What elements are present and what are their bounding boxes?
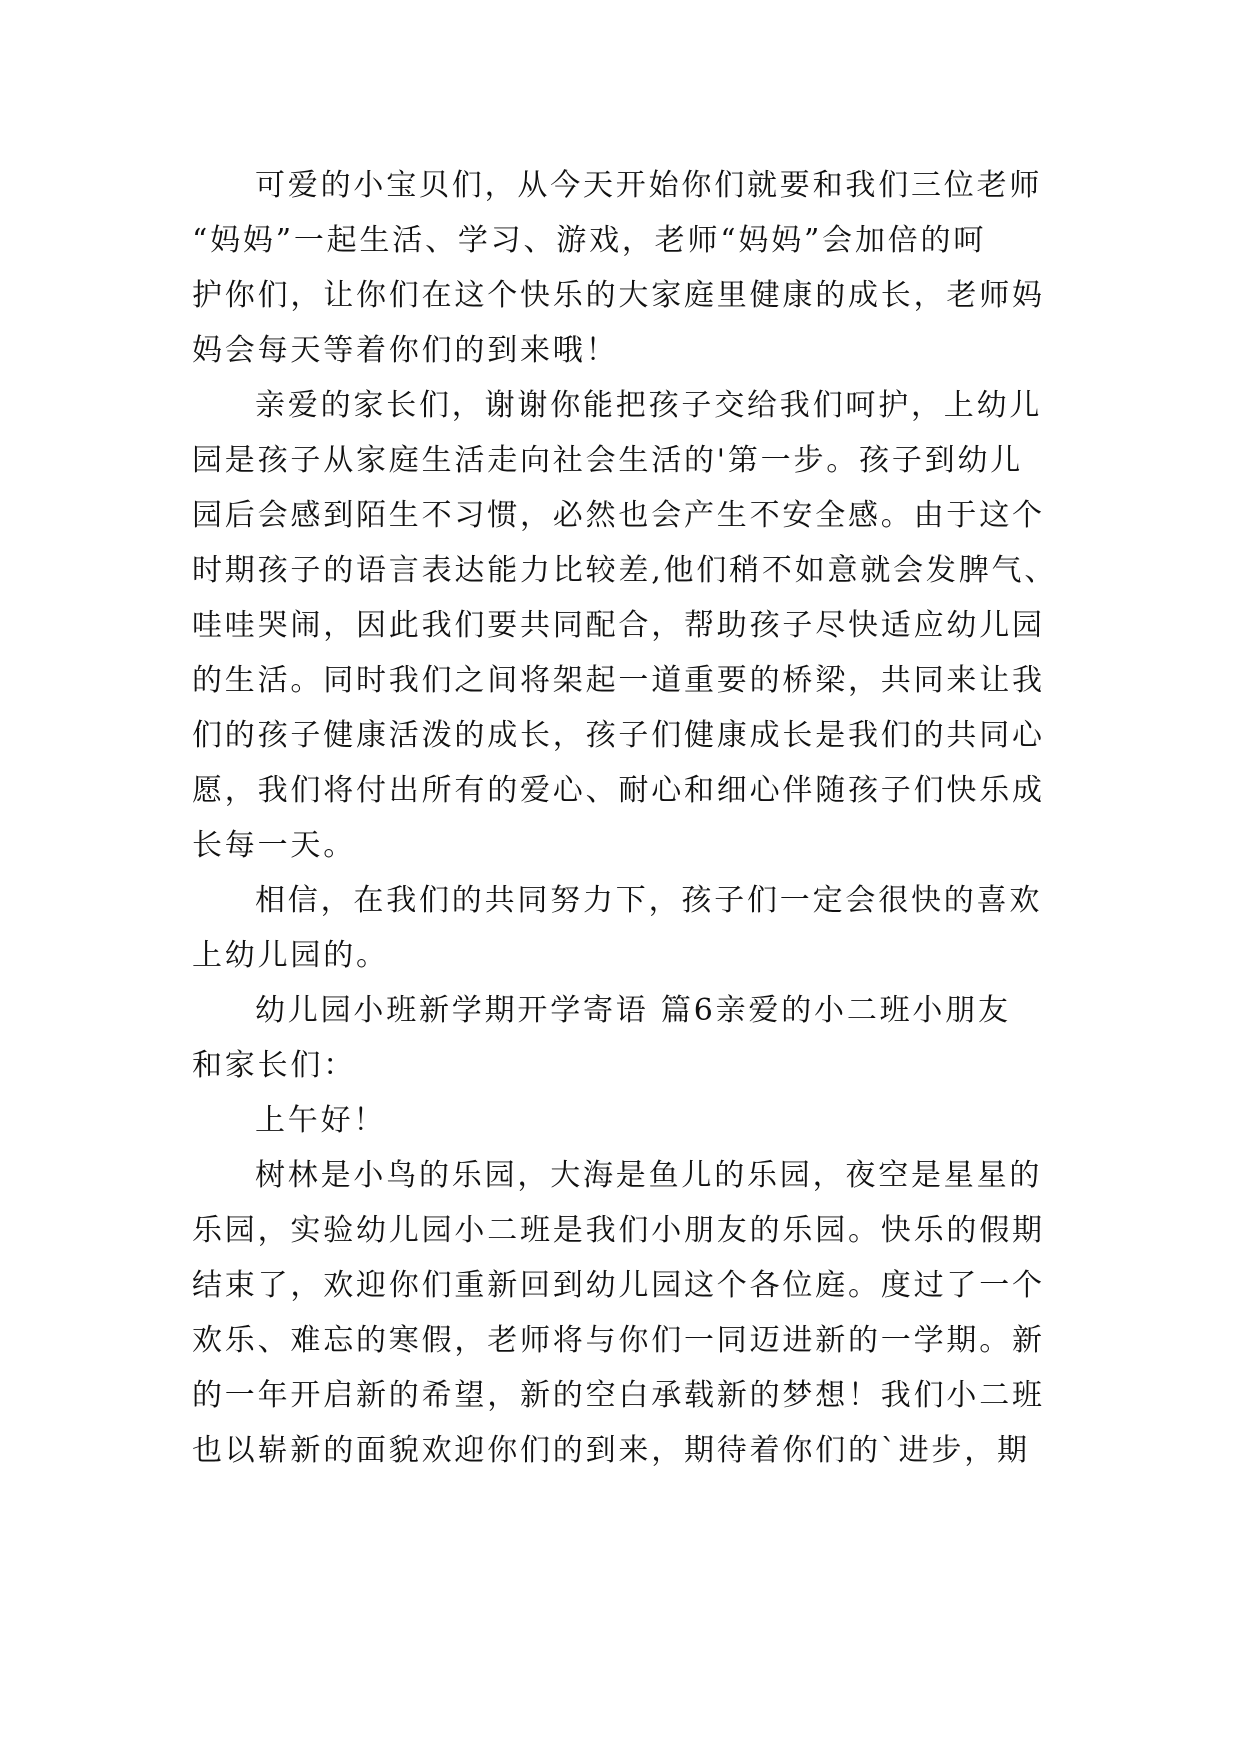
text-line: 也以崭新的面貌欢迎你们的到来，期待着你们的`进步，期 <box>192 1433 1030 1468</box>
text-line: 上幼儿园的。 <box>192 938 389 973</box>
section-heading-line: 幼儿园小班新学期开学寄语 篇6亲爱的小二班小朋友 <box>255 993 1011 1028</box>
text-line: 园后会感到陌生不习惯，必然也会产生不安全感。由于这个 <box>192 498 1045 533</box>
text-line: 亲爱的家长们，谢谢你能把孩子交给我们呵护，上幼儿 <box>255 388 1043 423</box>
text-line: 时期孩子的语言表达能力比较差,他们稍不如意就会发脾气、 <box>192 553 1058 588</box>
text-line: 愿，我们将付出所有的爱心、耐心和细心伴随孩子们快乐成 <box>192 773 1045 808</box>
text-line: 欢乐、难忘的寒假，老师将与你们一同迈进新的一学期。新 <box>192 1323 1045 1358</box>
text-line: 的生活。同时我们之间将架起一道重要的桥梁，共同来让我 <box>192 663 1045 698</box>
text-line: 结束了，欢迎你们重新回到幼儿园这个各位庭。度过了一个 <box>192 1268 1045 1303</box>
text-line: 园是孩子从家庭生活走向社会生活的'第一步。孩子到幼儿 <box>192 443 1024 478</box>
text-line: 长每一天。 <box>192 828 356 863</box>
text-line: 护你们，让你们在这个快乐的大家庭里健康的成长，老师妈 <box>192 278 1045 313</box>
text-line: 乐园，实验幼儿园小二班是我们小朋友的乐园。快乐的假期 <box>192 1213 1045 1248</box>
text-line: 的一年开启新的希望，新的空白承载新的梦想！我们小二班 <box>192 1378 1045 1413</box>
text-line: 们的孩子健康活泼的成长，孩子们健康成长是我们的共同心 <box>192 718 1045 753</box>
greeting-line: 上午好！ <box>255 1103 387 1138</box>
document-body <box>192 158 1058 1478</box>
text-line: 树林是小鸟的乐园，大海是鱼儿的乐园，夜空是星星的 <box>255 1158 1043 1193</box>
text-line: 和家长们： <box>192 1048 356 1083</box>
text-line: 妈会每天等着你们的到来哦！ <box>192 333 619 368</box>
text-line: 哇哇哭闹，因此我们要共同配合，帮助孩子尽快适应幼儿园 <box>192 608 1045 643</box>
text-line: 相信，在我们的共同努力下，孩子们一定会很快的喜欢 <box>255 883 1043 918</box>
text-line: 可爱的小宝贝们，从今天开始你们就要和我们三位老师 <box>255 168 1043 203</box>
text-line: “妈妈”一起生活、学习、游戏，老师“妈妈”会加倍的呵 <box>192 223 987 258</box>
